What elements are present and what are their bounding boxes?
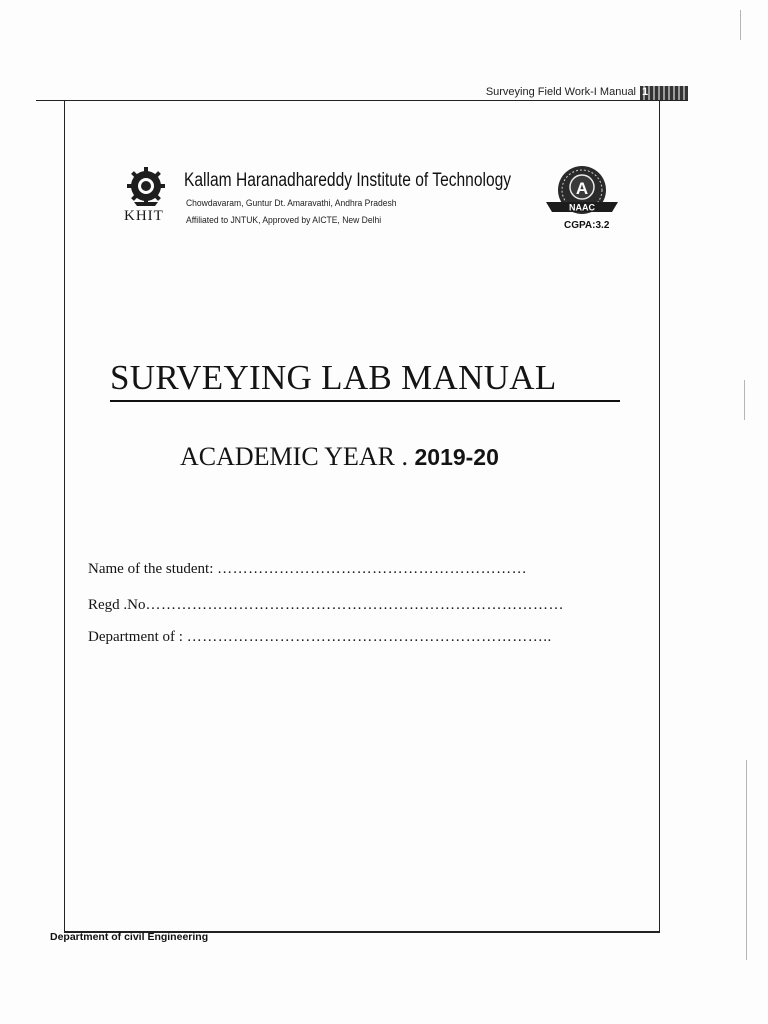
student-name-dots: …………………………………………………… — [217, 561, 528, 577]
scan-artifact — [740, 10, 741, 40]
institute-name: Kallam Haranadhareddy Institute of Technology — [184, 170, 512, 191]
manual-title: SURVEYING LAB MANUAL — [110, 358, 620, 402]
institute-affiliation: Affiliated to JNTUK, Approved by AICTE, New Delhi — [186, 215, 382, 226]
department-label: Department of : — [88, 629, 183, 645]
department-dots: …………………………………………………………….. — [186, 629, 552, 645]
khit-logo-text: KHIT — [124, 208, 164, 224]
department-field[interactable] — [88, 629, 552, 646]
cgpa-value: CGPA:3.2 — [564, 220, 610, 231]
scan-artifact — [746, 760, 747, 960]
running-header: Surveying Field Work-I Manual — [485, 86, 636, 98]
regd-no-field[interactable] — [88, 597, 564, 614]
regd-no-dots: ……………………………………………………………………… — [145, 597, 564, 613]
regd-no-label: Regd .No — [88, 597, 146, 613]
naac-grade: A — [575, 179, 589, 198]
scan-artifact — [744, 380, 745, 420]
academic-year-value: 2019-20 — [414, 444, 499, 470]
page-number: 1 — [642, 86, 649, 98]
naac-label: NAAC — [569, 202, 595, 213]
footer-department: Department of civil Engineering — [50, 931, 209, 943]
institute-address: Chowdavaram, Guntur Dt. Amaravathi, Andhra Pradesh — [186, 198, 397, 209]
student-name-field[interactable] — [88, 561, 527, 578]
academic-year — [180, 442, 499, 472]
student-name-label: Name of the student: — [88, 561, 214, 577]
academic-year-label: ACADEMIC YEAR . — [180, 442, 408, 471]
